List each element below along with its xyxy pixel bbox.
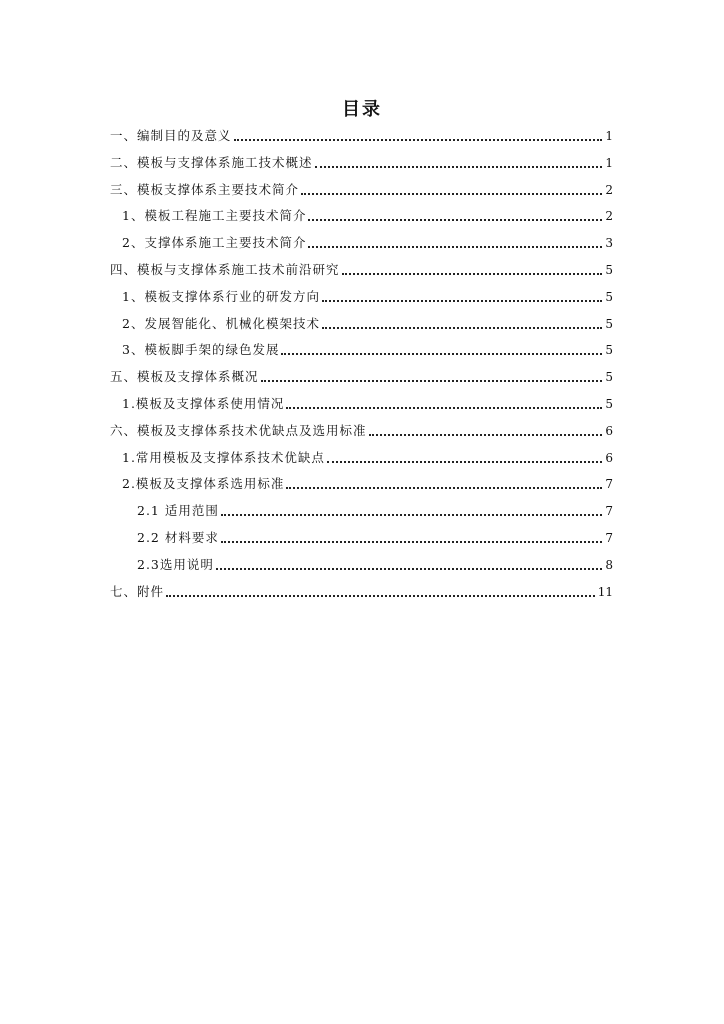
toc-entry[interactable]	[137, 551, 613, 573]
toc-entry-page-number: 11	[597, 584, 613, 599]
toc-entry[interactable]	[110, 363, 613, 385]
toc-dot-leader	[308, 219, 602, 221]
toc-entry-label: 1.常用模板及支撑体系技术优缺点	[122, 449, 325, 465]
toc-dot-leader	[221, 514, 603, 516]
toc-entry-label: 2、发展智能化、机械化模架技术	[122, 315, 320, 331]
toc-dot-leader	[286, 487, 602, 489]
toc-dot-leader	[216, 568, 602, 570]
toc-entry-label: 3、模板脚手架的绿色发展	[122, 342, 280, 358]
toc-entry[interactable]	[122, 283, 613, 305]
toc-entry[interactable]	[110, 256, 613, 278]
toc-entry-page-number: 2	[605, 209, 613, 224]
toc-entry-page-number: 5	[605, 370, 613, 385]
toc-entry-page-number: 6	[605, 450, 613, 465]
toc-entry[interactable]	[137, 524, 613, 546]
toc-entry-page-number: 6	[605, 423, 613, 438]
toc-dot-leader	[315, 166, 603, 168]
toc-entry[interactable]	[110, 122, 613, 144]
toc-entry[interactable]	[110, 176, 613, 198]
toc-entry-page-number: 1	[605, 155, 613, 170]
toc-entry-label: 1、模板支撑体系行业的研发方向	[122, 288, 320, 304]
toc-entry-label: 1、模板工程施工主要技术简介	[122, 208, 307, 224]
toc-entry-label: 五、模板及支撑体系概况	[110, 369, 259, 385]
toc-dot-leader	[369, 434, 603, 436]
toc-entry-page-number: 5	[605, 289, 613, 304]
toc-entry-label: 2.3选用说明	[137, 556, 214, 572]
toc-entry-label: 2、支撑体系施工主要技术简介	[122, 235, 307, 251]
toc-entry[interactable]	[122, 229, 613, 251]
toc-entry-page-number: 5	[605, 263, 613, 277]
toc-entry[interactable]	[122, 470, 613, 492]
toc-dot-leader	[308, 246, 602, 248]
toc-entry-page-number: 7	[605, 531, 613, 545]
toc-dot-leader	[234, 139, 603, 141]
toc-entry[interactable]	[122, 310, 613, 332]
toc-entry-page-number: 5	[605, 397, 613, 411]
toc-entry-label: 三、模板支撑体系主要技术简介	[110, 181, 300, 197]
toc-entry-label: 六、模板及支撑体系技术优缺点及选用标准	[110, 422, 367, 438]
toc-entry[interactable]	[110, 417, 613, 439]
toc-entry-page-number: 8	[605, 557, 613, 572]
toc-entry-label: 2.1 适用范围	[137, 503, 219, 519]
toc-entry[interactable]	[122, 202, 613, 224]
toc-entry[interactable]	[122, 336, 613, 358]
toc-entry-label: 七、附件	[110, 583, 165, 599]
toc-dot-leader	[327, 461, 602, 463]
toc-title: 目录	[342, 99, 382, 120]
toc-entry-page-number: 3	[605, 236, 613, 251]
toc-entry-page-number: 7	[605, 477, 613, 492]
toc-entry-label: 1.模板及支撑体系使用情况	[122, 396, 285, 411]
toc-entry-page-number: 5	[605, 316, 613, 331]
toc-dot-leader	[286, 407, 602, 409]
toc-entry-page-number: 5	[605, 343, 613, 358]
toc-entry[interactable]	[122, 390, 613, 412]
toc-dot-leader	[166, 595, 595, 597]
toc-entry-label: 四、模板与支撑体系施工技术前沿研究	[110, 262, 340, 277]
toc-entry-label: 2.2 材料要求	[137, 530, 219, 545]
toc-dot-leader	[322, 300, 602, 302]
toc-entry[interactable]	[110, 578, 613, 600]
toc-entry-page-number: 7	[605, 504, 613, 519]
toc-entry[interactable]	[122, 444, 613, 466]
toc-entry-page-number: 1	[605, 129, 613, 143]
toc-entry-page-number: 2	[605, 182, 613, 197]
toc-entry[interactable]	[137, 497, 613, 519]
toc-entry-label: 2.模板及支撑体系选用标准	[122, 476, 285, 492]
toc-dot-leader	[221, 541, 603, 543]
toc-entry[interactable]	[110, 149, 613, 171]
toc-dot-leader	[281, 353, 602, 355]
toc-entry-label: 二、模板与支撑体系施工技术概述	[110, 154, 313, 170]
toc-dot-leader	[301, 193, 602, 195]
toc-dot-leader	[261, 380, 603, 382]
toc-dot-leader	[342, 273, 603, 275]
toc-dot-leader	[322, 327, 602, 329]
toc-entry-label: 一、编制目的及意义	[110, 128, 232, 143]
